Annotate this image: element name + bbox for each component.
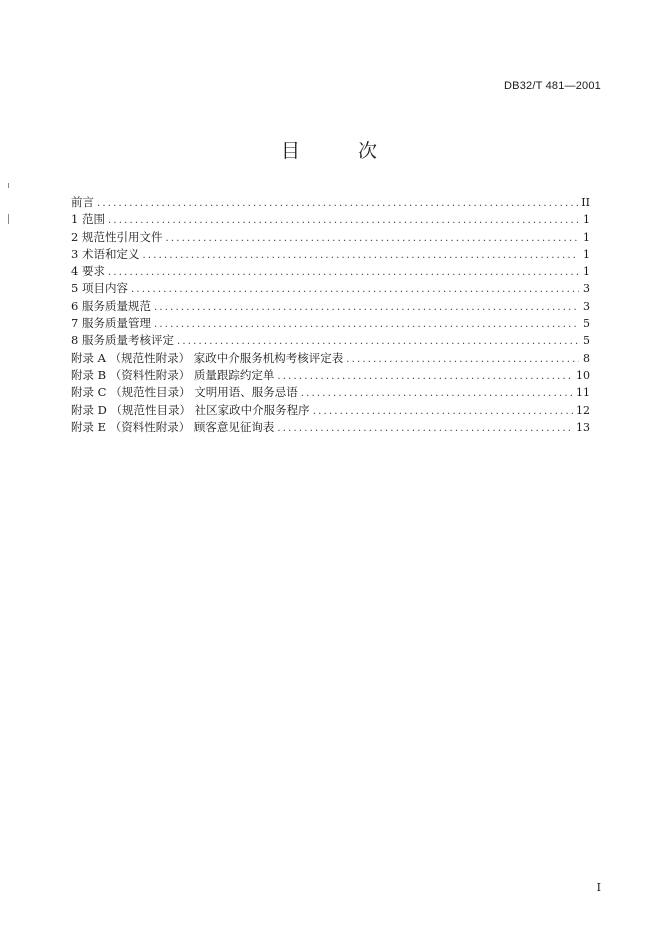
- toc-entry[interactable]: [71, 332, 590, 349]
- toc-entry-page: 1: [583, 265, 590, 279]
- toc-entry[interactable]: [71, 367, 590, 384]
- toc-entry-page: 8: [583, 351, 590, 365]
- toc-leader-dots: [142, 250, 579, 261]
- toc-leader-dots: [346, 354, 579, 365]
- toc-leader-dots: [165, 233, 579, 244]
- toc-entry[interactable]: [71, 350, 590, 367]
- toc-entry-label: 附录 C （规范性目录） 文明用语、服务忌语: [71, 385, 298, 400]
- toc-entry-label: 附录 B （资料性附录） 质量跟踪约定单: [71, 367, 275, 382]
- toc-entry-page: 5: [583, 334, 590, 348]
- toc-entry[interactable]: [71, 194, 590, 211]
- toc-entry-label: 7 服务质量管理: [71, 316, 151, 331]
- toc-entry-label: 4 要求: [71, 264, 105, 279]
- toc-entry-label: 1 范围: [71, 212, 105, 227]
- toc-leader-dots: [154, 302, 579, 313]
- toc-leader-dots: [108, 267, 579, 278]
- toc-entry-label: 5 项目内容: [71, 281, 128, 296]
- toc-leader-dots: [177, 336, 579, 347]
- toc-entry[interactable]: [71, 229, 590, 246]
- toc-leader-dots: [277, 371, 573, 382]
- scan-artifact: [8, 183, 9, 188]
- toc-entry-page: 13: [576, 420, 590, 434]
- toc-entry[interactable]: [71, 280, 590, 297]
- toc-entry[interactable]: [71, 419, 590, 436]
- toc-entry-page: 5: [583, 317, 590, 331]
- document-code: DB32/T 481—2001: [504, 80, 601, 92]
- toc-entry[interactable]: [71, 298, 590, 315]
- toc-entry[interactable]: [71, 246, 590, 263]
- toc-entry[interactable]: [71, 402, 590, 419]
- toc-entry-label: 附录 D （规范性目录） 社区家政中介服务程序: [71, 402, 310, 417]
- toc-leader-dots: [154, 319, 579, 330]
- toc-entry-page: 1: [583, 247, 590, 261]
- toc-leader-dots: [277, 423, 573, 434]
- toc-entry-page: 3: [583, 282, 590, 296]
- toc-leader-dots: [313, 406, 573, 417]
- toc-entry-label: 2 规范性引用文件: [71, 229, 163, 244]
- toc-entry-label: 3 术语和定义: [71, 246, 140, 261]
- toc-entry[interactable]: [71, 384, 590, 401]
- toc-entry-page: 3: [583, 299, 590, 313]
- toc-entry[interactable]: [71, 263, 590, 280]
- table-of-contents: [71, 194, 590, 436]
- page-title: 目 次: [280, 140, 404, 162]
- toc-leader-dots: [108, 215, 579, 226]
- toc-entry-page: 1: [583, 213, 590, 227]
- toc-entry-label: 6 服务质量规范: [71, 298, 151, 313]
- toc-leader-dots: [301, 388, 573, 399]
- toc-entry-page: 1: [583, 230, 590, 244]
- scan-artifact: [8, 214, 9, 224]
- toc-entry-page: 10: [576, 368, 590, 382]
- toc-entry-page: 11: [576, 386, 590, 400]
- toc-entry-label: 前言: [71, 195, 94, 209]
- toc-leader-dots: [97, 198, 578, 209]
- toc-entry-label: 8 服务质量考核评定: [71, 333, 174, 348]
- toc-entry[interactable]: [71, 211, 590, 228]
- toc-entry-label: 附录 A （规范性附录） 家政中介服务机构考核评定表: [71, 350, 344, 365]
- toc-entry-page: 12: [576, 403, 590, 417]
- toc-entry[interactable]: [71, 315, 590, 332]
- page-number: I: [596, 881, 601, 894]
- toc-entry-label: 附录 E （资料性附录） 顾客意见征询表: [71, 419, 275, 434]
- toc-leader-dots: [131, 284, 579, 295]
- toc-entry-page: II: [581, 196, 590, 209]
